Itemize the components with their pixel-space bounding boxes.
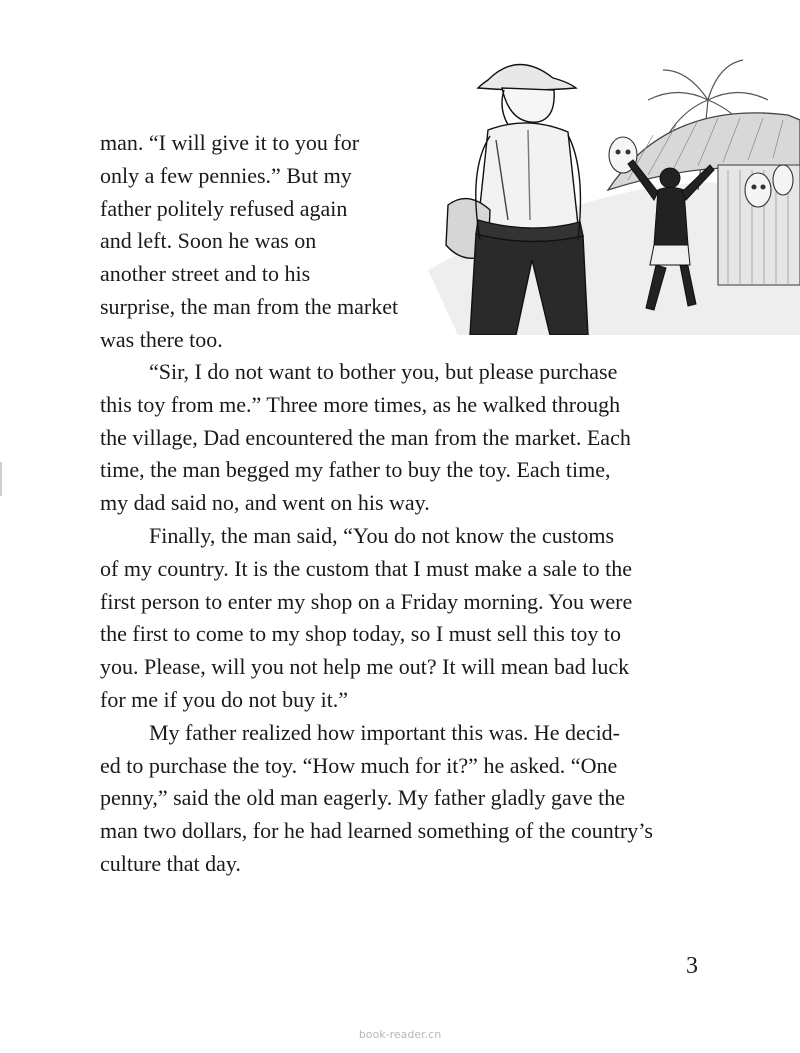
text-line: first person to enter my shop on a Friday morning. You were (100, 588, 633, 614)
page-number: 3 (686, 953, 698, 979)
scan-edge-mark (0, 462, 2, 496)
hat (478, 64, 576, 90)
text-line: ed to purchase the toy. “How much for it?” he asked. “One (100, 752, 618, 778)
text-line: you. Please, will you not help me out? It will mean bad luck (100, 654, 630, 680)
text-line: “Sir, I do not want to bother you, but please purchase (149, 359, 618, 384)
text-line: another street and to his (100, 261, 311, 287)
watermark: book-reader.cn (358, 1028, 442, 1041)
text-line: only a few pennies.” But my (100, 162, 352, 188)
text-line: culture that day. (100, 850, 241, 876)
text-line: was there too. (100, 326, 223, 352)
text-line: my dad said no, and went on his way. (100, 490, 430, 516)
text-line: and left. Soon he was on (100, 228, 317, 254)
text-line: of my country. It is the custom that I must make a sale to the (100, 555, 632, 581)
text-line: man. “I will give it to you for (100, 130, 360, 155)
text-line: surprise, the man from the market (100, 293, 399, 319)
text-line: Finally, the man said, “You do not know the customs (149, 522, 615, 548)
text-line: the village, Dad encountered the man from the market. Each (100, 424, 631, 450)
text-line: father politely refused again (100, 195, 348, 221)
story-text-main (100, 356, 706, 881)
story-text-beside-illustration (100, 127, 448, 357)
text-line: this toy from me.” Three more times, as he walked through (100, 391, 621, 417)
text-line: man two dollars, for he had learned something of the country’s (100, 818, 653, 844)
text-line: for me if you do not buy it.” (100, 686, 349, 712)
text-line: the first to come to my shop today, so I must sell this toy to (100, 621, 622, 647)
text-line: time, the man begged my father to buy the toy. Each time, (100, 457, 611, 483)
illustration-traveler-market-scene (418, 40, 800, 335)
text-line: My father realized how important this was. He decid- (149, 719, 621, 745)
text-line: penny,” said the old man eagerly. My father gladly gave the (100, 785, 625, 811)
